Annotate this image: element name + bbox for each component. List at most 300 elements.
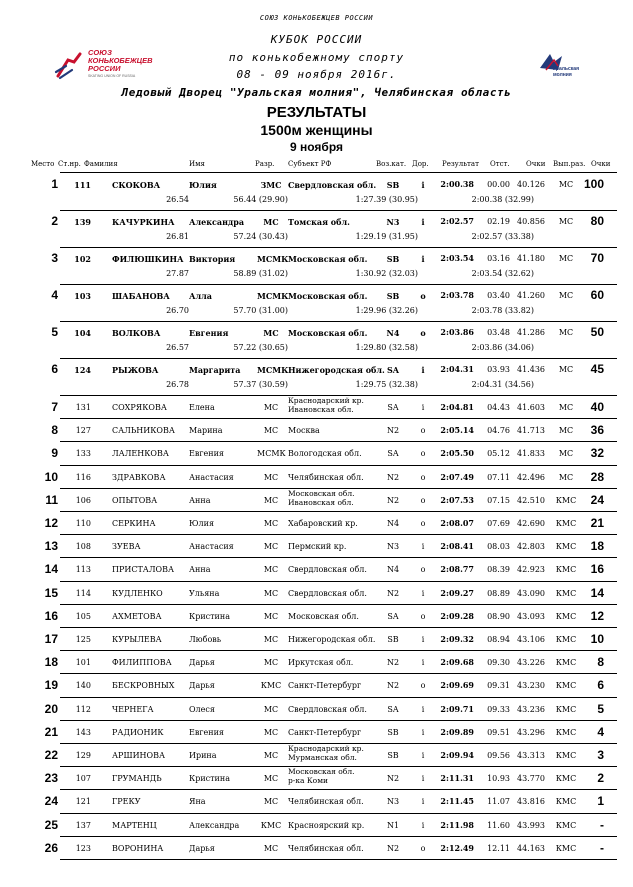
cell-surname: СЕРКИНА: [112, 519, 156, 528]
cell-rank: МС: [263, 472, 279, 482]
cell-region: Челябинская обл.: [288, 472, 364, 482]
col-start-no: Ст.нр.: [58, 160, 81, 168]
split-time: 57.70 (31.00): [233, 306, 288, 315]
cell-surname: КАЧУРКИНА: [112, 217, 175, 227]
table-row: [0, 322, 633, 359]
cell-region: Челябинская обл.: [288, 797, 364, 807]
cell-behind: 03.16: [487, 254, 510, 263]
cell-place: 22: [44, 748, 58, 762]
cell-name: Анна: [189, 565, 211, 575]
col-place: Место: [31, 160, 55, 168]
cell-rank: МС: [263, 565, 279, 575]
cell-no: 102: [74, 254, 91, 264]
cell-track: o: [420, 519, 426, 528]
cell-name: Ульяна: [189, 588, 220, 598]
cell-result: 2:11.45: [440, 796, 474, 807]
cell-cup: 10: [590, 632, 604, 646]
cell-cup: 50: [590, 325, 604, 339]
cell-name: Евгения: [189, 328, 229, 338]
cell-behind: 09.33: [487, 704, 510, 714]
cell-result: 2:03.78: [440, 290, 474, 300]
cell-track: o: [420, 291, 426, 301]
cell-rank: МСМК: [257, 291, 289, 301]
cell-behind: 05.12: [487, 449, 510, 459]
cell-place: 10: [44, 469, 58, 484]
cell-points: 43.816: [517, 797, 545, 807]
cell-behind: 11.07: [487, 797, 510, 807]
cell-name: Анна: [189, 495, 211, 505]
table-row: [0, 466, 633, 489]
cell-cup: 6: [597, 678, 604, 693]
cell-place: 12: [44, 516, 58, 530]
table-row: [0, 582, 633, 605]
cell-rdone: КМС: [555, 843, 577, 853]
cell-rdone: МС: [558, 217, 574, 226]
cell-track: i: [421, 774, 425, 784]
cell-cup: 8: [597, 655, 604, 670]
cell-behind: 09.56: [487, 751, 510, 760]
cell-rdone: КМС: [555, 751, 577, 760]
cell-name: Олеся: [189, 704, 215, 714]
cell-place: 21: [44, 724, 58, 739]
logo-left-tagline: SKATING UNION OF RUSSIA: [88, 74, 136, 78]
table-row: [0, 174, 633, 211]
logo-right-line1: Уральская: [553, 66, 579, 72]
cell-cat: N4: [386, 519, 400, 528]
cell-surname: ВОЛКОВА: [112, 328, 161, 338]
cell-cup: 32: [590, 446, 604, 461]
split-time: 2:04.31 (34.56): [471, 380, 534, 389]
cell-points: 43.236: [517, 704, 545, 714]
cell-points: 41.260: [517, 291, 545, 300]
cell-cat: N2: [386, 495, 400, 505]
cell-surname: АХМЕТОВА: [112, 611, 162, 621]
cell-cat: N4: [386, 565, 400, 575]
table-row: [0, 442, 633, 465]
cell-cat: N2: [386, 426, 400, 436]
cell-rdone: МС: [558, 449, 574, 459]
col-name: Имя: [189, 160, 205, 168]
cell-surname: ШАБАНОВА: [112, 291, 170, 301]
cell-rdone: КМС: [555, 565, 577, 575]
cell-track: i: [421, 797, 425, 807]
cell-behind: 04.76: [487, 426, 510, 436]
cell-result: 2:12.49: [440, 842, 474, 853]
cell-name: Любовь: [189, 635, 222, 644]
cell-no: 104: [74, 328, 91, 338]
cell-region: Вологодская обл.: [288, 449, 362, 459]
region-line2: Ивановская обл.: [288, 405, 354, 414]
cell-surname: СКОКОВА: [112, 180, 161, 190]
cell-rank: МСМК: [257, 365, 289, 375]
cell-cup: 24: [590, 492, 604, 507]
cell-region: Челябинская обл.: [288, 843, 364, 853]
cell-rank: МС: [263, 217, 279, 227]
cell-points: 40.856: [517, 217, 545, 226]
cell-points: 41.436: [517, 365, 545, 374]
cell-surname: ОПЫТОВА: [112, 495, 158, 505]
cell-behind: 09.51: [487, 727, 510, 737]
col-track: Дор.: [412, 160, 429, 168]
cell-no: 129: [75, 751, 91, 760]
cell-cat: SB: [387, 635, 399, 644]
cell-rank: МС: [263, 588, 279, 598]
table-row: [0, 605, 633, 628]
cell-points: 42.803: [517, 542, 545, 552]
cell-cat: SA: [387, 365, 399, 375]
cell-track: o: [420, 611, 426, 621]
cell-points: 43.296: [517, 727, 545, 737]
split-time: 26.54: [166, 195, 189, 204]
cell-cup: 60: [590, 288, 604, 302]
col-behind: Отст.: [490, 160, 510, 168]
cell-behind: 08.39: [487, 565, 510, 575]
split-time: 26.57: [166, 343, 189, 352]
cell-rdone: КМС: [555, 820, 577, 830]
cell-name: Дарья: [189, 843, 215, 853]
cell-no: 101: [75, 658, 91, 668]
cell-track: i: [421, 588, 425, 598]
split-time: 1:30.92 (32.03): [355, 269, 418, 278]
cell-name: Виктория: [189, 254, 236, 264]
table-row: [0, 790, 633, 813]
cell-rdone: КМС: [555, 727, 577, 737]
cell-place: 19: [44, 678, 58, 693]
cell-rdone: КМС: [555, 704, 577, 714]
logo-right-line2: молния: [553, 72, 572, 78]
cell-track: i: [421, 727, 425, 737]
cell-result: 2:09.69: [440, 680, 474, 691]
cell-no: 113: [75, 565, 91, 575]
cell-result: 2:09.89: [440, 726, 474, 737]
cell-behind: 04.43: [487, 403, 510, 412]
cell-rdone: МС: [558, 254, 574, 263]
cell-no: 127: [75, 426, 91, 436]
cell-surname: ЗУЕВА: [112, 542, 141, 552]
cell-no: 110: [75, 519, 91, 528]
split-time: 57.24 (30.43): [233, 232, 288, 241]
cell-cup: 80: [590, 214, 604, 228]
cell-region: [288, 396, 364, 414]
cell-region: Свердловская обл.: [288, 704, 367, 714]
cell-surname: ФИЛЮШКИНА: [112, 254, 184, 264]
table-row: [0, 558, 633, 581]
cell-region: Московская обл.: [288, 328, 368, 338]
cell-rank: ЗМС: [260, 180, 282, 190]
cell-rank: МС: [263, 519, 279, 528]
cell-rdone: КМС: [555, 774, 577, 784]
cell-no: 121: [75, 797, 91, 807]
cell-rdone: КМС: [555, 658, 577, 668]
cell-cat: SA: [387, 403, 399, 412]
split-time: 1:27.39 (30.95): [355, 195, 418, 204]
region-line2: Мурманская обл.: [288, 753, 357, 762]
organization-line: СОЮЗ КОНЬКОБЕЖЦЕВ РОССИИ: [259, 14, 374, 22]
cell-track: o: [420, 495, 426, 505]
cell-track: i: [421, 254, 425, 264]
col-age-cat: Воз.кат.: [376, 160, 407, 168]
cell-rank: МС: [263, 658, 279, 668]
cell-cup: 70: [590, 251, 604, 265]
cell-rdone: МС: [558, 365, 574, 374]
cell-points: 43.106: [517, 635, 545, 644]
cell-behind: 12.11: [487, 843, 510, 853]
cell-track: o: [420, 328, 426, 338]
table-row: [0, 628, 633, 651]
cell-region: [288, 767, 354, 785]
cell-surname: ГРЕКУ: [112, 797, 141, 807]
cell-behind: 10.93: [487, 774, 510, 784]
split-time: 2:03.86 (34.06): [471, 343, 534, 352]
cell-result: 2:09.28: [440, 610, 474, 621]
cell-region: Свердловская обл.: [288, 588, 367, 598]
cell-rdone: КМС: [555, 635, 577, 644]
cell-name: Евгения: [189, 449, 224, 459]
cell-surname: ЛАЛЕНКОВА: [112, 449, 169, 459]
cell-surname: РЫЖОВА: [112, 365, 159, 375]
cell-name: Юлия: [189, 519, 215, 528]
cell-cup: 5: [597, 701, 604, 716]
cell-place: 6: [51, 362, 58, 376]
cell-track: i: [421, 542, 425, 552]
cell-points: 43.770: [517, 774, 545, 784]
cell-cat: N2: [386, 658, 400, 668]
cell-surname: ЗДРАВКОВА: [112, 472, 166, 482]
cell-track: i: [421, 704, 425, 714]
cell-region: Нижегородская обл.: [288, 365, 385, 375]
table-row: [0, 248, 633, 285]
cell-rank: МС: [263, 843, 279, 853]
cell-track: o: [420, 681, 426, 691]
cell-behind: 03.40: [487, 291, 510, 300]
table-row: [0, 359, 633, 396]
cell-behind: 08.94: [487, 635, 510, 644]
cell-cup: 36: [590, 423, 604, 438]
cell-result: 2:04.31: [440, 364, 474, 374]
cell-result: 2:09.32: [440, 634, 474, 644]
cell-place: 25: [44, 817, 58, 832]
cell-cat: SB: [386, 180, 400, 190]
split-time: 2:03.54 (32.62): [471, 269, 534, 278]
cell-region: Томская обл.: [288, 217, 350, 227]
region-line1: Московская обл.: [288, 488, 355, 498]
cell-points: 42.496: [517, 472, 545, 482]
distance-heading: 1500м женщины: [260, 122, 373, 138]
cell-behind: 03.48: [487, 328, 510, 337]
cell-place: 17: [44, 632, 58, 646]
col-result: Результат: [442, 160, 479, 168]
cell-name: Алла: [189, 291, 212, 301]
results-heading: РЕЗУЛЬТАТЫ: [266, 104, 367, 121]
cell-track: i: [421, 658, 425, 668]
cell-no: 107: [75, 774, 91, 784]
split-time: 1:29.96 (32.26): [355, 306, 418, 315]
cell-result: 2:07.53: [440, 494, 474, 505]
cell-rank: МС: [263, 635, 279, 644]
cell-cat: N1: [386, 820, 400, 830]
cell-cat: N3: [386, 217, 400, 227]
cell-place: 2: [51, 214, 58, 228]
cell-cup: 100: [583, 177, 604, 191]
cell-points: 41.833: [517, 449, 545, 459]
cell-rank: МС: [263, 403, 279, 412]
cell-result: 2:09.27: [440, 587, 474, 598]
cell-cup: 4: [597, 724, 604, 739]
cell-rank: МС: [263, 542, 279, 552]
cell-surname: ГРУМАНДЬ: [112, 774, 162, 784]
cell-result: 2:00.38: [440, 179, 474, 189]
cell-result: 2:08.41: [440, 541, 474, 552]
split-time: 1:29.19 (31.95): [355, 232, 418, 241]
cell-points: 43.313: [517, 751, 545, 760]
cell-no: 108: [75, 542, 91, 552]
table-row: [0, 721, 633, 744]
split-time: 26.81: [166, 232, 189, 241]
cell-track: i: [421, 403, 425, 412]
col-cup-points: Очки: [591, 160, 611, 168]
cell-cat: SA: [387, 611, 399, 621]
cell-no: 123: [75, 843, 91, 853]
cell-region: Пермский кр.: [288, 542, 347, 552]
cell-cup: 3: [597, 748, 604, 762]
cell-result: 2:09.71: [440, 703, 474, 714]
cell-result: 2:05.50: [440, 448, 474, 459]
cell-place: 14: [44, 562, 58, 577]
cell-cat: SB: [386, 254, 400, 264]
split-time: 1:29.75 (32.38): [355, 380, 418, 389]
cell-place: 11: [45, 492, 58, 507]
ural-lightning-logo: [536, 50, 616, 90]
cell-cup: 21: [590, 516, 604, 530]
cell-name: Анастасия: [189, 472, 234, 482]
cell-region: Хабаровский кр.: [288, 519, 358, 528]
cell-rank: МС: [263, 797, 279, 807]
table-row: [0, 211, 633, 248]
cell-region: Санкт-Петербург: [288, 681, 362, 691]
cell-track: o: [420, 843, 426, 853]
cell-rank: МС: [263, 426, 279, 436]
cell-track: o: [420, 565, 426, 575]
split-time: 57.37 (30.59): [233, 380, 288, 389]
cell-name: Александра: [189, 820, 240, 830]
cell-place: 23: [44, 771, 58, 786]
cell-rdone: МС: [558, 403, 574, 412]
cell-cat: SA: [387, 704, 399, 714]
split-time: 26.78: [166, 380, 189, 389]
cell-region: Иркутская обл.: [288, 658, 354, 668]
cell-name: Анастасия: [189, 542, 234, 552]
cell-track: i: [421, 635, 425, 644]
cell-no: 105: [75, 611, 91, 621]
cell-surname: МАРТЕНЦ: [112, 820, 157, 830]
cell-points: 43.993: [517, 820, 545, 830]
cell-cup: 14: [590, 585, 604, 600]
cell-cup: -: [600, 817, 604, 832]
cell-behind: 07.69: [487, 519, 510, 528]
cell-cat: SA: [387, 449, 399, 459]
cell-rank: МС: [263, 774, 279, 784]
cell-place: 18: [44, 655, 58, 670]
table-row: [0, 674, 633, 697]
cell-name: Кристина: [189, 611, 230, 621]
cell-cat: N2: [386, 588, 400, 598]
cell-cat: N3: [386, 797, 400, 807]
cell-behind: 02.19: [487, 217, 510, 226]
cell-result: 2:11.98: [440, 819, 474, 830]
col-points: Очки: [526, 160, 546, 168]
cell-cat: SB: [387, 751, 399, 760]
cell-cat: N4: [386, 328, 400, 338]
cell-rank: МС: [263, 751, 279, 760]
cell-place: 16: [44, 608, 58, 623]
cell-rdone: МС: [558, 426, 574, 436]
cell-cup: 45: [590, 362, 604, 376]
split-time: 56.44 (29.90): [233, 195, 288, 204]
split-time: 26.70: [166, 306, 189, 315]
cell-rank: КМС: [260, 681, 282, 691]
cell-region: Свердловская обл.: [288, 565, 367, 575]
cell-cup: 40: [590, 400, 604, 414]
cell-no: 111: [74, 180, 91, 190]
cell-rank: МС: [263, 328, 279, 338]
skater-icon: [54, 50, 86, 80]
cell-points: 43.230: [517, 681, 545, 691]
cell-place: 7: [51, 400, 58, 414]
cell-cup: 12: [590, 608, 604, 623]
cell-place: 3: [51, 251, 58, 265]
col-surname: Фамилия: [84, 160, 118, 168]
cell-no: 124: [74, 365, 91, 375]
table-row: [0, 285, 633, 322]
cell-points: 43.226: [517, 658, 545, 668]
cell-rdone: КМС: [555, 542, 577, 552]
cell-track: o: [420, 449, 426, 459]
cell-result: 2:08.07: [440, 518, 474, 528]
cell-track: o: [420, 426, 426, 436]
cell-surname: ПРИСТАЛОВА: [112, 565, 175, 575]
cell-region: [288, 744, 364, 762]
cell-no: 103: [74, 291, 91, 301]
cell-no: 116: [75, 472, 91, 482]
cell-place: 4: [51, 288, 58, 302]
region-line2: р-ка Коми: [288, 776, 329, 786]
cell-result: 2:02.57: [440, 216, 474, 226]
cell-behind: 08.89: [487, 588, 510, 598]
cell-behind: 11.60: [487, 820, 510, 830]
cell-region: Санкт-Петербург: [288, 727, 362, 737]
cell-place: 5: [51, 325, 58, 339]
cell-cat: SB: [387, 727, 399, 737]
cell-cat: N2: [386, 472, 400, 482]
cell-surname: ВОРОНИНА: [112, 843, 164, 853]
cell-name: Евгения: [189, 727, 224, 737]
cell-name: Ирина: [189, 751, 217, 760]
cell-result: 2:08.77: [440, 564, 474, 575]
table-row: [0, 767, 633, 790]
table-row: [0, 512, 633, 535]
cell-no: 112: [75, 704, 91, 714]
split-time: 2:03.78 (33.82): [471, 306, 534, 315]
event-dates: 08 - 09 ноября 2016г.: [236, 68, 397, 81]
table-row: [0, 698, 633, 721]
cell-cat: N2: [386, 681, 400, 691]
cell-behind: 07.15: [487, 495, 510, 505]
cell-place: 13: [44, 539, 58, 554]
logo-left-line1: СОЮЗ: [88, 48, 112, 57]
split-time: 57.22 (30.65): [233, 343, 288, 352]
cell-region: Свердловская обл.: [288, 180, 377, 190]
cell-region: [288, 489, 354, 507]
